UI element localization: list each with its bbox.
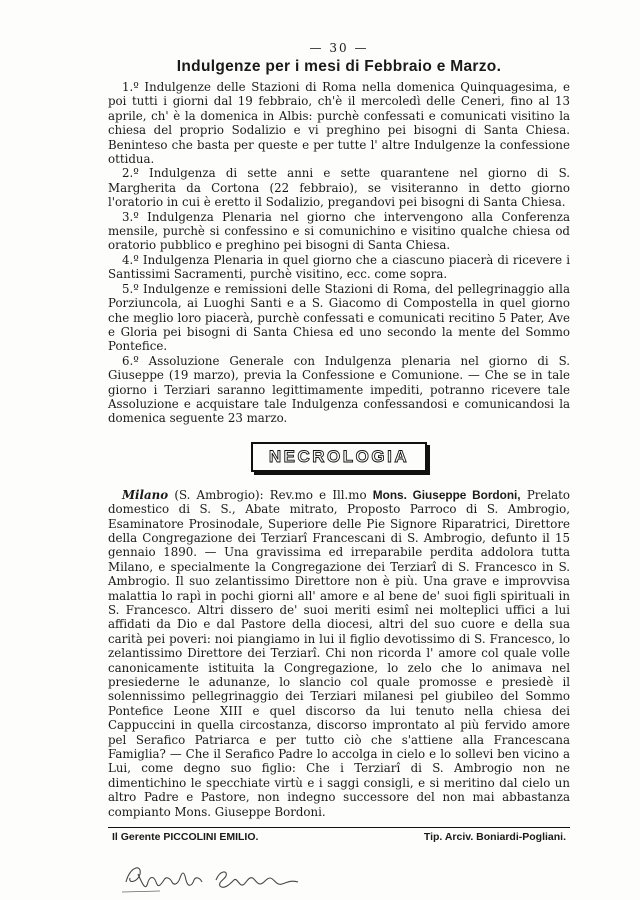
indulgence-paragraph-6: 6.º Assoluzione Generale con Indulgenza plenaria nel giorno di S. Giuseppe (19 marzo), previa la Confessione e Comunione. — Che se in tale giorno i Terziari saranno legittimamente impediti, potranno ricevere tale Assoluzione e acquistare tale Indulgenza confessandosi e comunicandosi la domenica seguente 23 marzo. bbox=[108, 353, 570, 426]
indulgence-paragraph-3: 3.º Indulgenza Plenaria nel giorno che intervengono alla Conferenza mensile, purchè si confessino e si comunichino e visitino qualche chiesa od oratorio pubblico e preghino pei bisogni di Santa Chiesa. bbox=[108, 209, 570, 253]
indulgence-paragraph-4: 4.º Indulgenza Plenaria in quel giorno che a ciascuno piacerà di ricevere i Santissimi Sacramenti, purchè visitino, ecc. come sopra. bbox=[108, 252, 570, 282]
necrologia-heading-wrap bbox=[108, 442, 570, 474]
indulgence-paragraph-5: 5.º Indulgenze e remissioni delle Stazioni di Roma, del pellegrinaggio alla Porziuncola, ai Luoghi Santi e a S. Giacomo di Compostella in quel giorno che meglio loro piacerà, purchè confessati e comunicati recitino 5 Pater, Ave e Gloria pei bisogni di Santa Chiesa ed uno secondo la mente del Sommo Pontefice. bbox=[108, 281, 570, 354]
footer-divider bbox=[108, 827, 570, 828]
necrologia-name: Mons. Giuseppe Bordoni, bbox=[372, 487, 521, 502]
indulgence-paragraph-2: 2.º Indulgenza di sette anni e sette quarantene nel giorno di S. Margherita da Cortona (22 febbraio), se visiteranno in detto giorno l'oratorio in cui è eretto il Sodalizio, pregandovi pei bisogni di Santa Chiesa. bbox=[108, 166, 570, 210]
document-page bbox=[108, 40, 570, 843]
footer-printer: Tip. Arciv. Boniardi-Pogliani. bbox=[423, 831, 566, 844]
necrologia-body: Prelato domestico di S. S., Abate mitrato, Proposto Parroco di S. Ambrogio, Esaminatore Prosinodale, Superiore delle Pie Signore Riparatrici, Direttore della Congregazione dei Terziarî Francescani di S. Ambrogio, defunto il 15 gennaio 1890. — Una gravissima ed irreparabile perdita addolora tutta Milano, e specialmente la Congregazione dei Terziarî di S. Francesco in S. Ambrogio. Il suo zelantissimo Direttore non è più. Una grave e improvvisa malattia lo rapì in pochi giorni all' amore e al bene de' suoi figli spirituali in S. Francesco. Altri dissero de' suoi meriti esimî nei molteplici uffici a lui affidati da Dio e dal Pastore della diocesi, altri del suo cuore e della sua carità pei poveri: noi piangiamo in lui il figlio devotissimo di S. Francesco, lo zelantissimo Direttore dei Terziarî. Chi non ricorda l' amore col quale volle canonicamente istituita la Congregazione, lo zelo che lo animava nel presiederne le adunanze, lo slancio col quale promosse e presiedè il solennissimo pellegrinaggio dei Terziari milanesi pel giubileo del Sommo Pontefice Leone XIII e quel discorso da lui tenuto nella chiesa dei Cappuccini in quella circostanza, discorso improntato al più fervido amore pel Serafico Patriarca e per tutto ciò che s'attiene alla Francescana Famiglia? — Che il Serafico Padre lo accolga in cielo e lo sollevi ben vicino a Lui, come degno suo figlio: Che i Terziarî di S. Ambrogio non ne dimentichino le specchiate virtù e i saggi consigli, e si meritino dal cielo un altro Padre e Pastore, non indegno successore del non mai abbastanza compianto Mons. Giuseppe Bordoni. bbox=[108, 487, 571, 819]
footer bbox=[108, 831, 570, 843]
footer-manager: Il Gerente PICCOLINI EMILIO. bbox=[112, 831, 259, 844]
page-number: — 30 — bbox=[309, 41, 369, 55]
necrologia-paragraph bbox=[108, 488, 570, 819]
necrologia-place-note: (S. Ambrogio): Rev.mo e Ill.mo bbox=[174, 487, 367, 502]
necrologia-place: Milano bbox=[122, 487, 169, 502]
necrologia-heading: NECROLOGIA bbox=[251, 442, 427, 472]
page-title: Indulgenze per i mesi di Febbraio e Marzo. bbox=[176, 58, 502, 75]
handwritten-signature bbox=[120, 860, 340, 896]
indulgence-paragraph-1: 1.º Indulgenze delle Stazioni di Roma nella domenica Quinquagesima, e poi tutti i giorni dal 19 febbraio, ch'è il mercoledì delle Ceneri, fino al 13 aprile, ch' è la domenica in Albis: purchè confessati e comunicati visitino la chiesa del proprio Sodalizio e vi preghino pei bisogni di Santa Chiesa. Beninteso che basta per queste e per tutte l' altre Indulgenze la confessione ottidua. bbox=[108, 80, 570, 167]
